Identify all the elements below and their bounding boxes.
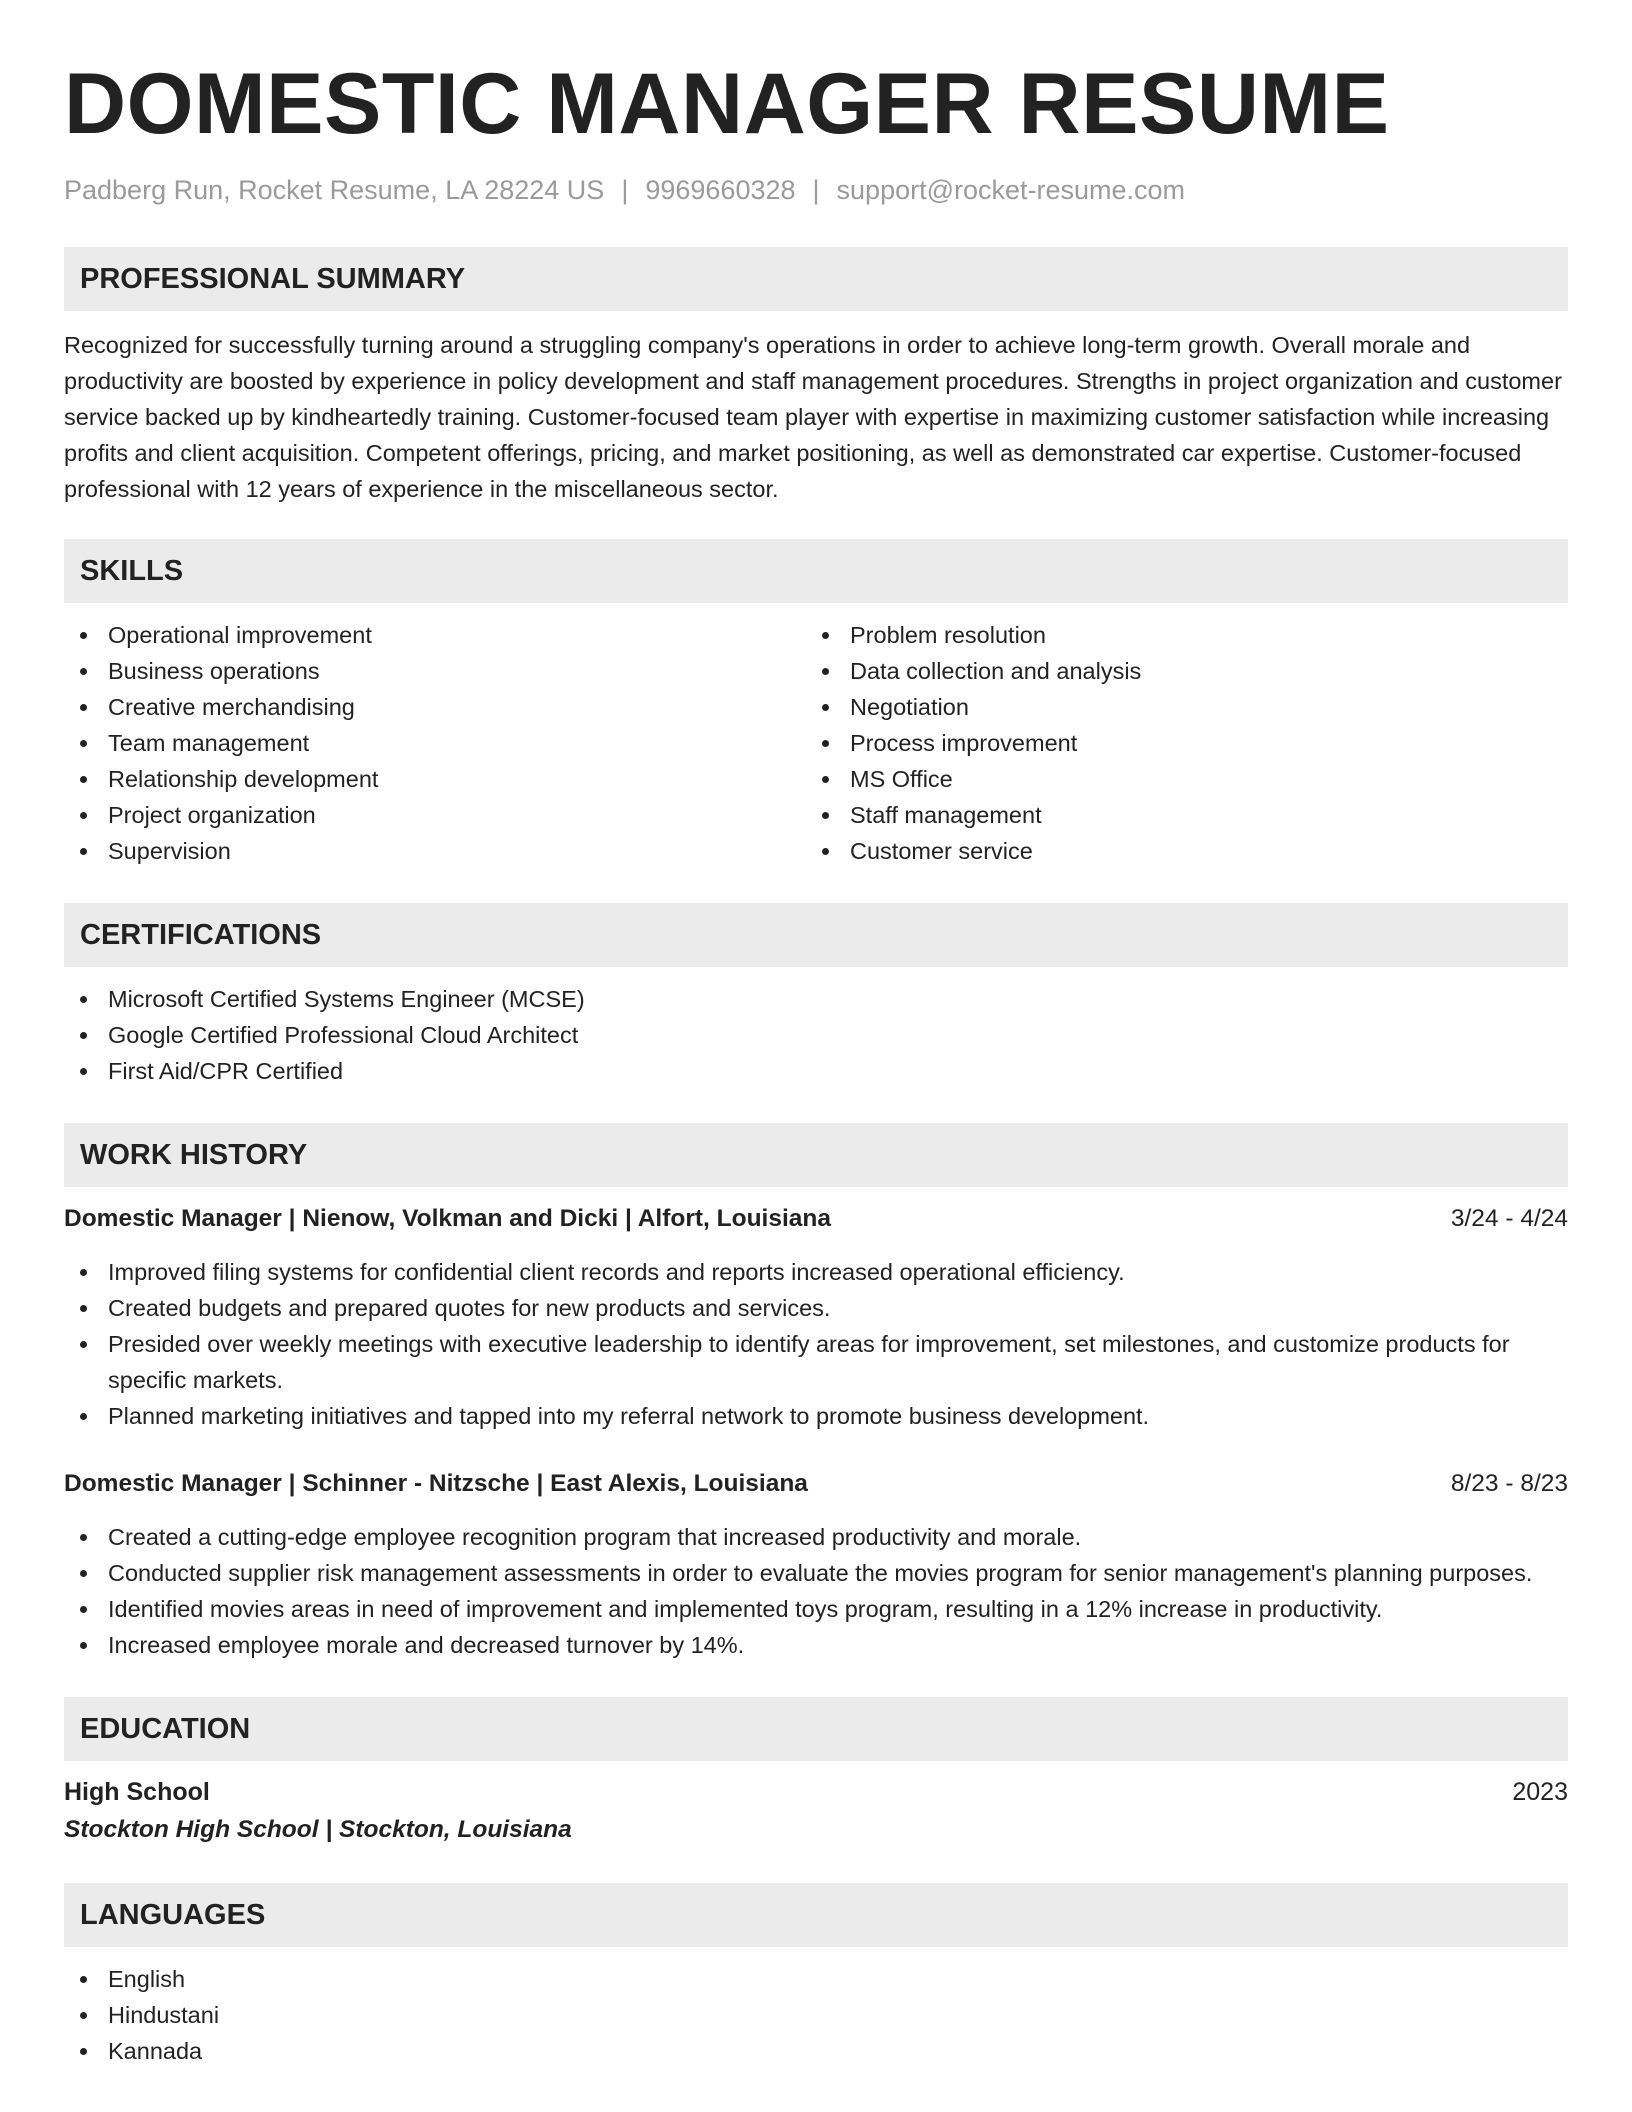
job-dates: 3/24 - 4/24 [1450,1205,1568,1232]
section-header-education: EDUCATION [64,1697,1568,1761]
job-header [64,1466,1568,1502]
language-item: English [64,1961,1568,1997]
section-header-certifications: CERTIFICATIONS [64,903,1568,967]
skill-item: Creative merchandising [64,689,806,725]
job-bullet: Increased employee morale and decreased turnover by 14%. [64,1627,1568,1663]
education-entry [64,1773,1568,1849]
contact-phone: 9969660328 [645,175,796,205]
skill-item: Business operations [64,653,806,689]
certification-item: Microsoft Certified Systems Engineer (MCSE) [64,981,1568,1017]
language-item: Kannada [64,2033,1568,2069]
summary-text: Recognized for successfully turning around a struggling company's operations in order to achieve long-term growth. Overall morale and productivity are boosted by experience in policy development and staff management procedures. Strengths in project organization and customer service backed up by kindheartedly training. Customer-focused team player with expertise in maximizing customer satisfaction while increasing profits and client acquisition. Competent offerings, pricing, and market positioning, as well as demonstrated car expertise. Customer-focused professional with 12 years of experience in the miscellaneous sector. [64,332,1562,502]
contact-separator: | [621,175,629,205]
job-bullet: Conducted supplier risk management assessments in order to evaluate the movies program for senior management's planning purposes. [64,1555,1568,1591]
job-bullet: Created a cutting-edge employee recognition program that increased productivity and morale. [64,1519,1568,1555]
contact-email: support@rocket-resume.com [836,175,1186,205]
contact-separator: | [812,175,820,205]
contact-address: Padberg Run, Rocket Resume, LA 28224 US [64,175,605,205]
job-bullet: Identified movies areas in need of improvement and implemented toys program, resulting in a 12% increase in productivity. [64,1591,1568,1627]
resume-title: DOMESTIC MANAGER RESUME [64,56,1390,152]
job-header [64,1201,1568,1237]
job-title: Domestic Manager | Schinner - Nitzsche | East Alexis, Louisiana [64,1470,808,1497]
education-year: 2023 [1512,1778,1568,1806]
skill-item: Relationship development [64,761,806,797]
skill-item: Negotiation [806,689,1548,725]
skills-column-left [64,617,806,869]
resume-page [64,0,1568,2069]
section-header-skills: SKILLS [64,539,1568,603]
skill-item: Team management [64,725,806,761]
job-entry [64,1201,1568,1434]
contact-line [64,172,1568,208]
job-dates: 8/23 - 8/23 [1450,1470,1568,1497]
skill-item: MS Office [806,761,1548,797]
skills-column-right [806,617,1548,869]
skill-item: Project organization [64,797,806,833]
skill-item: Staff management [806,797,1548,833]
job-title: Domestic Manager | Nienow, Volkman and Dicki | Alfort, Louisiana [64,1205,832,1232]
skill-item: Problem resolution [806,617,1548,653]
job-bullet: Created budgets and prepared quotes for new products and services. [64,1290,1568,1326]
job-entry [64,1466,1568,1663]
skill-item: Customer service [806,833,1548,869]
section-header-languages: LANGUAGES [64,1883,1568,1947]
job-bullet: Improved filing systems for confidential client records and reports increased operational efficiency. [64,1254,1568,1290]
section-header-summary: PROFESSIONAL SUMMARY [64,247,1568,311]
skill-item: Operational improvement [64,617,806,653]
certifications-list [64,981,1568,1089]
education-school: Stockton High School | Stockton, Louisiana [64,1816,572,1843]
certification-item: Google Certified Professional Cloud Architect [64,1017,1568,1053]
skills-list [64,617,1568,869]
language-item: Hindustani [64,1997,1568,2033]
education-header [64,1773,1568,1811]
certification-item: First Aid/CPR Certified [64,1053,1568,1089]
languages-list [64,1961,1568,2069]
education-degree: High School [64,1778,210,1806]
job-bullet: Planned marketing initiatives and tapped into my referral network to promote business development. [64,1398,1568,1434]
section-header-work-history: WORK HISTORY [64,1123,1568,1187]
job-bullets [64,1254,1568,1434]
skill-item: Supervision [64,833,806,869]
job-bullet: Presided over weekly meetings with executive leadership to identify areas for improvement, set milestones, and customize products for specific markets. [64,1326,1568,1398]
job-bullets [64,1519,1568,1663]
skill-item: Data collection and analysis [806,653,1548,689]
skill-item: Process improvement [806,725,1548,761]
